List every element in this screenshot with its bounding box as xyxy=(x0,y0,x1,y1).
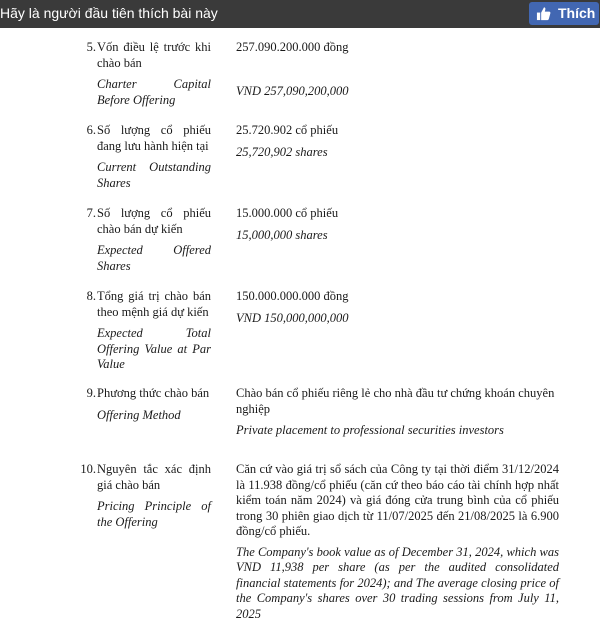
item-value xyxy=(236,40,559,99)
item-value xyxy=(236,462,559,622)
item-value-en: The Company's book value as of December 31, 2024, which was VND 11,938 per share (as per the audited consolidated financial statements for 2024); and The average closing price of the Company's shares over 30 trading sessions from July 11, 2025 xyxy=(236,545,559,622)
item-value xyxy=(236,123,559,160)
like-prompt-text: Hãy là người đầu tiên thích bài này xyxy=(0,5,218,21)
document-page xyxy=(0,28,600,600)
item-label-vi: Số lượng cổ phiếu đang lưu hành hiện tại xyxy=(97,123,211,154)
item-label-en: Charter Capital Before Offering xyxy=(97,77,211,108)
item-value-en: Private placement to professional securities investors xyxy=(236,423,559,439)
item-label-vi: Vốn điều lệ trước khi chào bán xyxy=(97,40,211,71)
item-label-vi: Nguyên tắc xác định giá chào bán xyxy=(97,462,211,493)
item-value xyxy=(236,289,559,326)
item-label xyxy=(97,289,211,373)
item-value xyxy=(236,386,559,439)
item-value-vi: 257.090.200.000 đồng xyxy=(236,40,559,56)
item-label-en: Current Outstanding Shares xyxy=(97,160,211,191)
like-button-label: Thích xyxy=(558,5,595,21)
item-number: 9. xyxy=(78,386,96,401)
item-number: 6. xyxy=(78,123,96,138)
item-value-en: VND 150,000,000,000 xyxy=(236,311,559,327)
thumbs-up-icon xyxy=(536,6,551,21)
item-label xyxy=(97,386,211,423)
item-value-vi: 150.000.000.000 đồng xyxy=(236,289,559,305)
item-label-vi: Số lượng cổ phiếu chào bán dự kiến xyxy=(97,206,211,237)
item-value-vi: 15.000.000 cổ phiếu xyxy=(236,206,559,222)
item-label-en: Offering Method xyxy=(97,408,211,424)
item-number: 8. xyxy=(78,289,96,304)
item-value-en: 25,720,902 shares xyxy=(236,145,559,161)
item-label-vi: Tổng giá trị chào bán theo mệnh giá dự kiến xyxy=(97,289,211,320)
item-label-en: Pricing Principle of the Offering xyxy=(97,499,211,530)
like-button[interactable] xyxy=(529,2,599,25)
item-number: 10. xyxy=(72,462,96,477)
item-label xyxy=(97,206,211,274)
item-value-vi: Căn cứ vào giá trị sổ sách của Công ty tại thời điểm 31/12/2024 là 11.938 đồng/cổ phiếu (căn cứ theo báo cáo tài chính hợp nhất kiểm toán năm 2024) và giá đóng cửa trung bình của cổ phiếu trong 30 phiên giao dịch từ 11/07/2025 đến 21/08/2025 là 6.900 đồng/cổ phiếu. xyxy=(236,462,559,540)
item-label xyxy=(97,40,211,108)
item-value-vi: 25.720.902 cổ phiếu xyxy=(236,123,559,139)
item-number: 5. xyxy=(78,40,96,55)
item-value-en: VND 257,090,200,000 xyxy=(236,84,559,100)
item-label xyxy=(97,462,211,530)
item-value-en: 15,000,000 shares xyxy=(236,228,559,244)
item-label-en: Expected Offered Shares xyxy=(97,243,211,274)
item-number: 7. xyxy=(78,206,96,221)
item-value xyxy=(236,206,559,243)
item-label xyxy=(97,123,211,191)
item-value-vi: Chào bán cổ phiếu riêng lẻ cho nhà đầu tư chứng khoán chuyên nghiệp xyxy=(236,386,559,417)
item-label-en: Expected Total Offering Value at Par Value xyxy=(97,326,211,373)
item-label-vi: Phương thức chào bán xyxy=(97,386,211,402)
facebook-like-bar xyxy=(0,0,600,28)
